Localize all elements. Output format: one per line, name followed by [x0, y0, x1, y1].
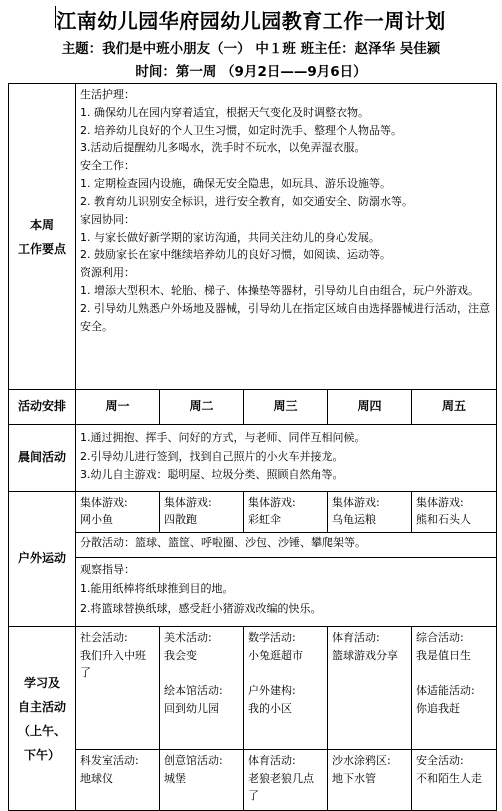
- study-fri: [412, 627, 497, 750]
- focus-line: 2. 教育幼儿识别安全标识，进行安全教育，如交通安全、防溺水等。: [80, 194, 413, 208]
- day-header-thu: 周四: [328, 390, 412, 425]
- study2-tue: [160, 750, 244, 811]
- schedule-header-row: [9, 390, 497, 425]
- activity-name: 地下水管: [332, 771, 376, 785]
- study2-fri: [412, 750, 497, 811]
- game-name: 彩虹伞: [248, 513, 281, 527]
- game-name: 熊和石头人: [416, 513, 471, 527]
- game-title: 集体游戏:: [332, 496, 380, 509]
- day-header-fri: 周五: [412, 390, 497, 425]
- focus-line: 2. 鼓励家长在家中继续培养幼儿的良好习惯，如阅读、运动等。: [80, 248, 391, 262]
- game-name: 乌龟运粮: [332, 513, 376, 527]
- game-title: 集体游戏:: [80, 496, 128, 509]
- activity-title: 科发室活动:: [80, 754, 139, 767]
- activity-name: 老狼老狼几点了: [248, 771, 314, 803]
- activity-title: 创意馆活动:: [164, 754, 223, 767]
- guidance-line: 2.将篮球替换纸球，感受赶小猪游戏改编的快乐。: [80, 601, 322, 615]
- day-header-tue: 周二: [160, 390, 244, 425]
- study2-mon: [76, 750, 160, 811]
- morning-label: 晨间活动: [9, 425, 76, 492]
- focus-line: 3.活动后提醒幼儿多喝水，洗手时不玩水，以免弄湿衣服。: [80, 141, 366, 155]
- study-tue: [160, 627, 244, 750]
- activity-title: 体育活动:: [248, 754, 296, 767]
- weekly-plan-table: [8, 83, 497, 811]
- day-header-mon: 周一: [76, 390, 160, 425]
- focus-line: 安全工作：: [80, 159, 135, 173]
- focus-line: 2. 培养幼儿良好的个人卫生习惯，如定时洗手、整理个人物品等。: [80, 123, 402, 137]
- focus-line: 家园协同：: [80, 212, 135, 226]
- activity-title: 户外建构:: [248, 684, 296, 698]
- activity-title: 社会活动:: [80, 631, 128, 644]
- activity-name: 我会变: [164, 648, 197, 662]
- schedule-label: 活动安排: [9, 390, 76, 425]
- study-thu: [328, 627, 412, 750]
- outdoor-game-fri: [412, 492, 497, 533]
- activity-title: 美术活动:: [164, 631, 212, 644]
- outdoor-label: 户外运动: [9, 492, 76, 627]
- study-label: 学习及 自主活动 （上午、 下午）: [9, 627, 76, 811]
- activity-name: 你追我赶: [416, 701, 460, 715]
- morning-line: 3.幼儿自主游戏：聪明屋、垃圾分类、照顾自然角等。: [80, 468, 344, 482]
- outdoor-game-thu: [328, 492, 412, 533]
- theme-line: 主题：我们是中班小朋友（一） 中１班 班主任：赵泽华 吴佳颍: [61, 41, 441, 57]
- game-name: 网小鱼: [80, 513, 113, 527]
- activity-title: 沙水涂鸦区:: [332, 754, 391, 767]
- outdoor-guidance-row: [9, 558, 497, 627]
- study-row-2: [9, 750, 497, 811]
- activity-title: 综合活动:: [416, 631, 464, 644]
- activity-name: 回到幼儿园: [164, 701, 219, 715]
- weekly-focus-content: [76, 84, 497, 390]
- activity-name: 城堡: [164, 771, 186, 785]
- guidance-line: 1.能用纸棒将纸球推到目的地。: [80, 582, 234, 596]
- game-title: 集体游戏:: [164, 496, 212, 509]
- focus-line: 生活护理：: [80, 88, 135, 101]
- focus-line: 1. 定期检查园内设施，确保无安全隐患，如玩具、游乐设施等。: [80, 177, 391, 191]
- outdoor-group-content: 分散活动：篮球、篮筐、呼啦圈、沙包、沙锤、攀爬架等。: [76, 533, 497, 558]
- morning-content: [76, 425, 497, 492]
- study2-thu: [328, 750, 412, 811]
- game-title: 集体游戏:: [248, 496, 296, 509]
- weekly-focus-label: 本周 工作要点: [9, 84, 76, 390]
- outdoor-group-row: [9, 533, 497, 558]
- focus-line: 1. 与家长做好新学期的家访沟通，共同关注幼儿的身心发展。: [80, 230, 380, 244]
- morning-line: 1.通过拥抱、挥手、问好的方式，与老师、同伴互相问候。: [80, 431, 366, 444]
- study-row-1: [9, 627, 497, 750]
- weekly-focus-row: [9, 84, 497, 390]
- activity-name: 不和陌生人走: [416, 771, 482, 785]
- activity-name: 篮球游戏分享: [332, 648, 398, 662]
- activity-name: 地球仪: [80, 771, 113, 785]
- activity-name: 我的小区: [248, 701, 292, 715]
- focus-line: 资源利用：: [80, 266, 135, 280]
- morning-row: [9, 425, 497, 492]
- activity-title: 数学活动:: [248, 631, 296, 644]
- activity-name: 我是值日生: [416, 648, 471, 662]
- game-title: 集体游戏:: [416, 496, 464, 509]
- morning-line: 2.引导幼儿进行签到，找到自己照片的小火车并接龙。: [80, 449, 344, 463]
- study-mon: [76, 627, 160, 750]
- outdoor-guidance-content: [76, 558, 497, 627]
- day-header-wed: 周三: [244, 390, 328, 425]
- outdoor-game-tue: [160, 492, 244, 533]
- focus-line: 2. 引导幼儿熟悉户外场地及器械，引导幼儿在指定区域自由选择器械进行活动，注意安全。: [80, 301, 490, 333]
- activity-name: 小兔逛超市: [248, 648, 303, 662]
- activity-title: 体育活动:: [332, 631, 380, 644]
- study2-wed: [244, 750, 328, 811]
- activity-title: 体适能活动:: [416, 684, 475, 698]
- outdoor-game-wed: [244, 492, 328, 533]
- study-wed: [244, 627, 328, 750]
- focus-line: 1. 增添大型积木、轮胎、梯子、体操垫等器材，引导幼儿自由组合，玩户外游戏。: [80, 283, 479, 297]
- activity-title: 绘本馆活动:: [164, 684, 223, 698]
- activity-name: 我们升入中班了: [80, 648, 146, 680]
- game-name: 四散跑: [164, 513, 197, 527]
- time-line: 时间：第一周 （9月2日——9月6日）: [135, 64, 367, 80]
- focus-line: 1. 确保幼儿在园内穿着适宜，根据天气变化及时调整衣物。: [80, 105, 369, 119]
- guidance-line: 观察指导：: [80, 563, 135, 576]
- page-title: 江南幼儿园华府园幼儿园教育工作一周计划: [56, 9, 446, 33]
- outdoor-games-row: [9, 492, 497, 533]
- activity-title: 安全活动:: [416, 754, 464, 767]
- outdoor-game-mon: [76, 492, 160, 533]
